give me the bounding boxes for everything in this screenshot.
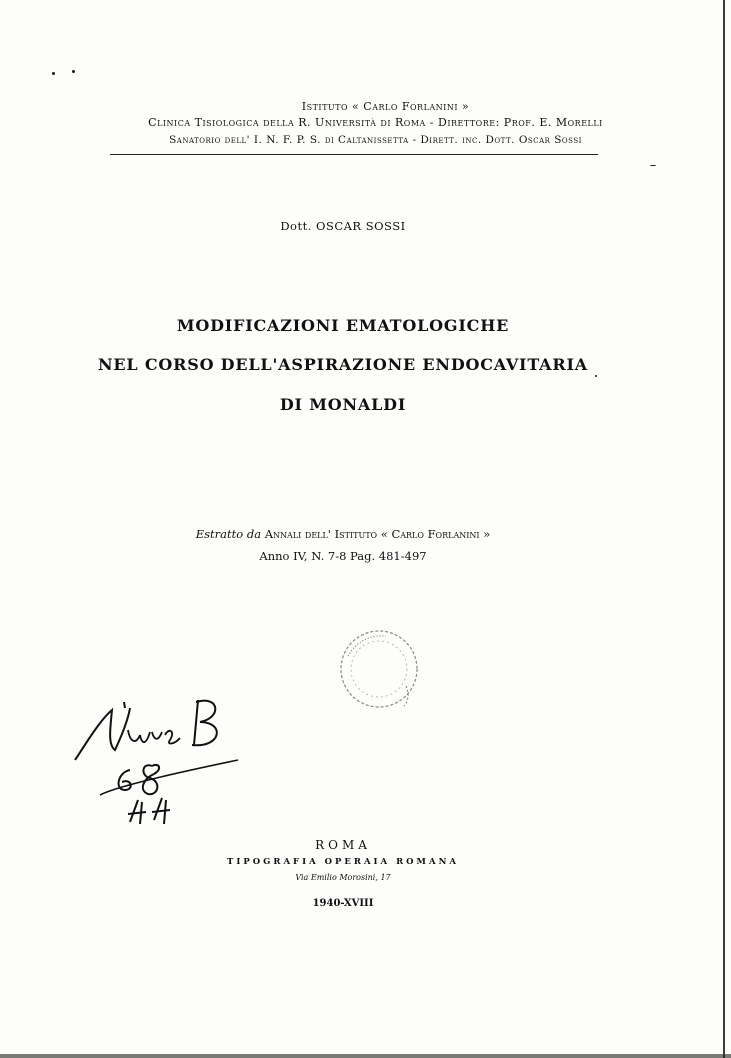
printer-name: TIPOGRAFIA OPERAIA ROMANA xyxy=(227,857,459,867)
scan-speck xyxy=(72,70,75,73)
extract-prefix: Estratto da xyxy=(195,527,262,541)
title-line-1: MODIFICAZIONI EMATOLOGICHE xyxy=(176,316,510,335)
scan-edge-bottom xyxy=(0,1054,731,1058)
journal-name: Annali dell' Istituto « Carlo Forlanini » xyxy=(264,527,491,541)
printer-address: Via Emilio Morosini, 17 xyxy=(295,873,391,882)
publication-year: 1940-XVIII xyxy=(312,898,374,909)
library-stamp xyxy=(336,626,422,712)
header-rule xyxy=(110,154,598,155)
institute-header: Istituto « Carlo Forlanini » xyxy=(301,100,470,113)
title-line-3: DI MONALDI xyxy=(279,395,407,414)
issue-info: Anno IV, N. 7-8 Pag. 481-497 xyxy=(259,549,427,563)
clinic-header: Clinica Tisiologica della R. Università di Roma - Direttore: Prof. E. Morelli xyxy=(148,116,603,129)
scan-speck xyxy=(52,72,55,75)
publisher-city: ROMA xyxy=(315,838,371,852)
extract-notice xyxy=(0,527,686,541)
scan-speck xyxy=(595,375,597,377)
scan-speck xyxy=(650,165,656,166)
title-line-2: NEL CORSO DELL'ASPIRAZIONE ENDOCAVITARIA xyxy=(98,355,588,374)
scan-edge-right xyxy=(723,0,725,1058)
sanatorium-header: Sanatorio dell' I. N. F. P. S. di Caltanissetta - Dirett. inc. Dott. Oscar Sossi xyxy=(169,134,582,146)
handwritten-shelfmark xyxy=(70,690,240,830)
author-name: Dott. OSCAR SOSSI xyxy=(280,219,406,233)
